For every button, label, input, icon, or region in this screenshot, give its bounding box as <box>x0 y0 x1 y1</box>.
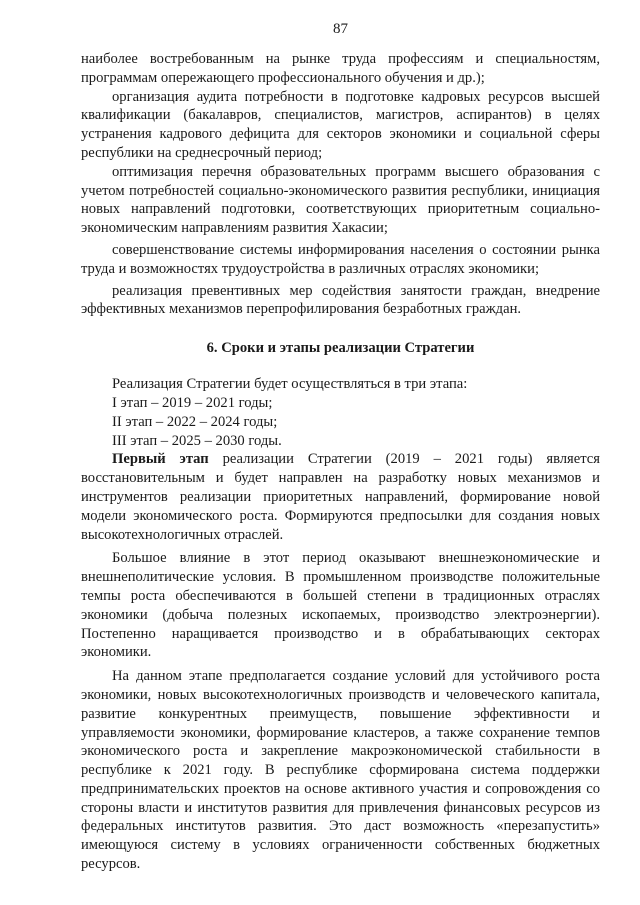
paragraph: наиболее востребованным на рынке труда профессиям и специальностям, программам опережающего профессионального обучения и др.); <box>81 51 600 86</box>
document-page <box>81 20 600 874</box>
page-number: 87 <box>333 21 348 37</box>
stages-intro: Реализация Стратегии будет осуществляться в три этапа: <box>112 376 468 393</box>
paragraph: На данном этапе предполагается создание условий для устойчивого роста экономики, новых высокотехнологичных производств и человеческого капитала, развитие конкурентных преимуществ, повышение эффективности и управляемости экономики, формирование кластеров, а также сохранение темпов экономического роста и закрепление макроэкономической стабильности в республике к 2021 году. В республике сформирована система поддержки предпринимательских проектов на основе активного участия и сопровождения со стороны власти и институтов развития для привлечения финансовых ресурсов из федеральных институтов развития. Это даст возможность «перезапустить» имеющуюся систему в условиях ограниченности собственных бюджетных ресурсов. <box>81 668 600 873</box>
stage-item: III этап – 2025 – 2030 годы. <box>112 432 282 449</box>
first-stage-text: реализации Стратегии (2019 – 2021 годы) является восстановительным и будет направлен на разработку новых механизмов и инструментов реализации приоритетных направлений, формирование новой модели экономического роста. Формируются предпосылки для создания новых высокотехнологичных отраслей. <box>81 451 600 543</box>
section-heading: 6. Сроки и этапы реализации Стратегии <box>206 340 475 357</box>
first-stage-paragraph <box>81 450 600 544</box>
stage-item: II этап – 2022 – 2024 годы; <box>112 413 278 430</box>
paragraph: реализация превентивных мер содействия занятости граждан, внедрение эффективных механизмов перепрофилирования безработных граждан. <box>81 282 600 318</box>
paragraph: совершенствование системы информирования населения о состоянии рынка труда и возможностях трудоустройства в различных отраслях экономики; <box>81 241 600 277</box>
paragraph: Большое влияние в этот период оказывают внешнеэкономические и внешнеполитические условия. В промышленном производстве положительные темпы роста обеспечиваются в большей степени в традиционных отраслях экономики (добыча полезных ископаемых, производство электроэнергии). Постепенно наращивается производство и в обрабатывающих секторах экономики. <box>81 550 600 661</box>
stage-item: I этап – 2019 – 2021 годы; <box>112 394 273 411</box>
first-stage-lead: Первый этап <box>112 451 209 468</box>
paragraph: оптимизация перечня образовательных программ высшего образования с учетом потребностей социально-экономического развития республики, инициация новых направлений подготовки, соответствующих приоритетным социально-экономическим направлениям развития Хакасии; <box>81 163 600 237</box>
paragraph: организация аудита потребности в подготовке кадровых ресурсов высшей квалификации (бакалавров, специалистов, магистров, аспирантов) в целях устранения кадрового дефицита для секторов экономики и социальной сферы республики на среднесрочный период; <box>81 88 600 161</box>
